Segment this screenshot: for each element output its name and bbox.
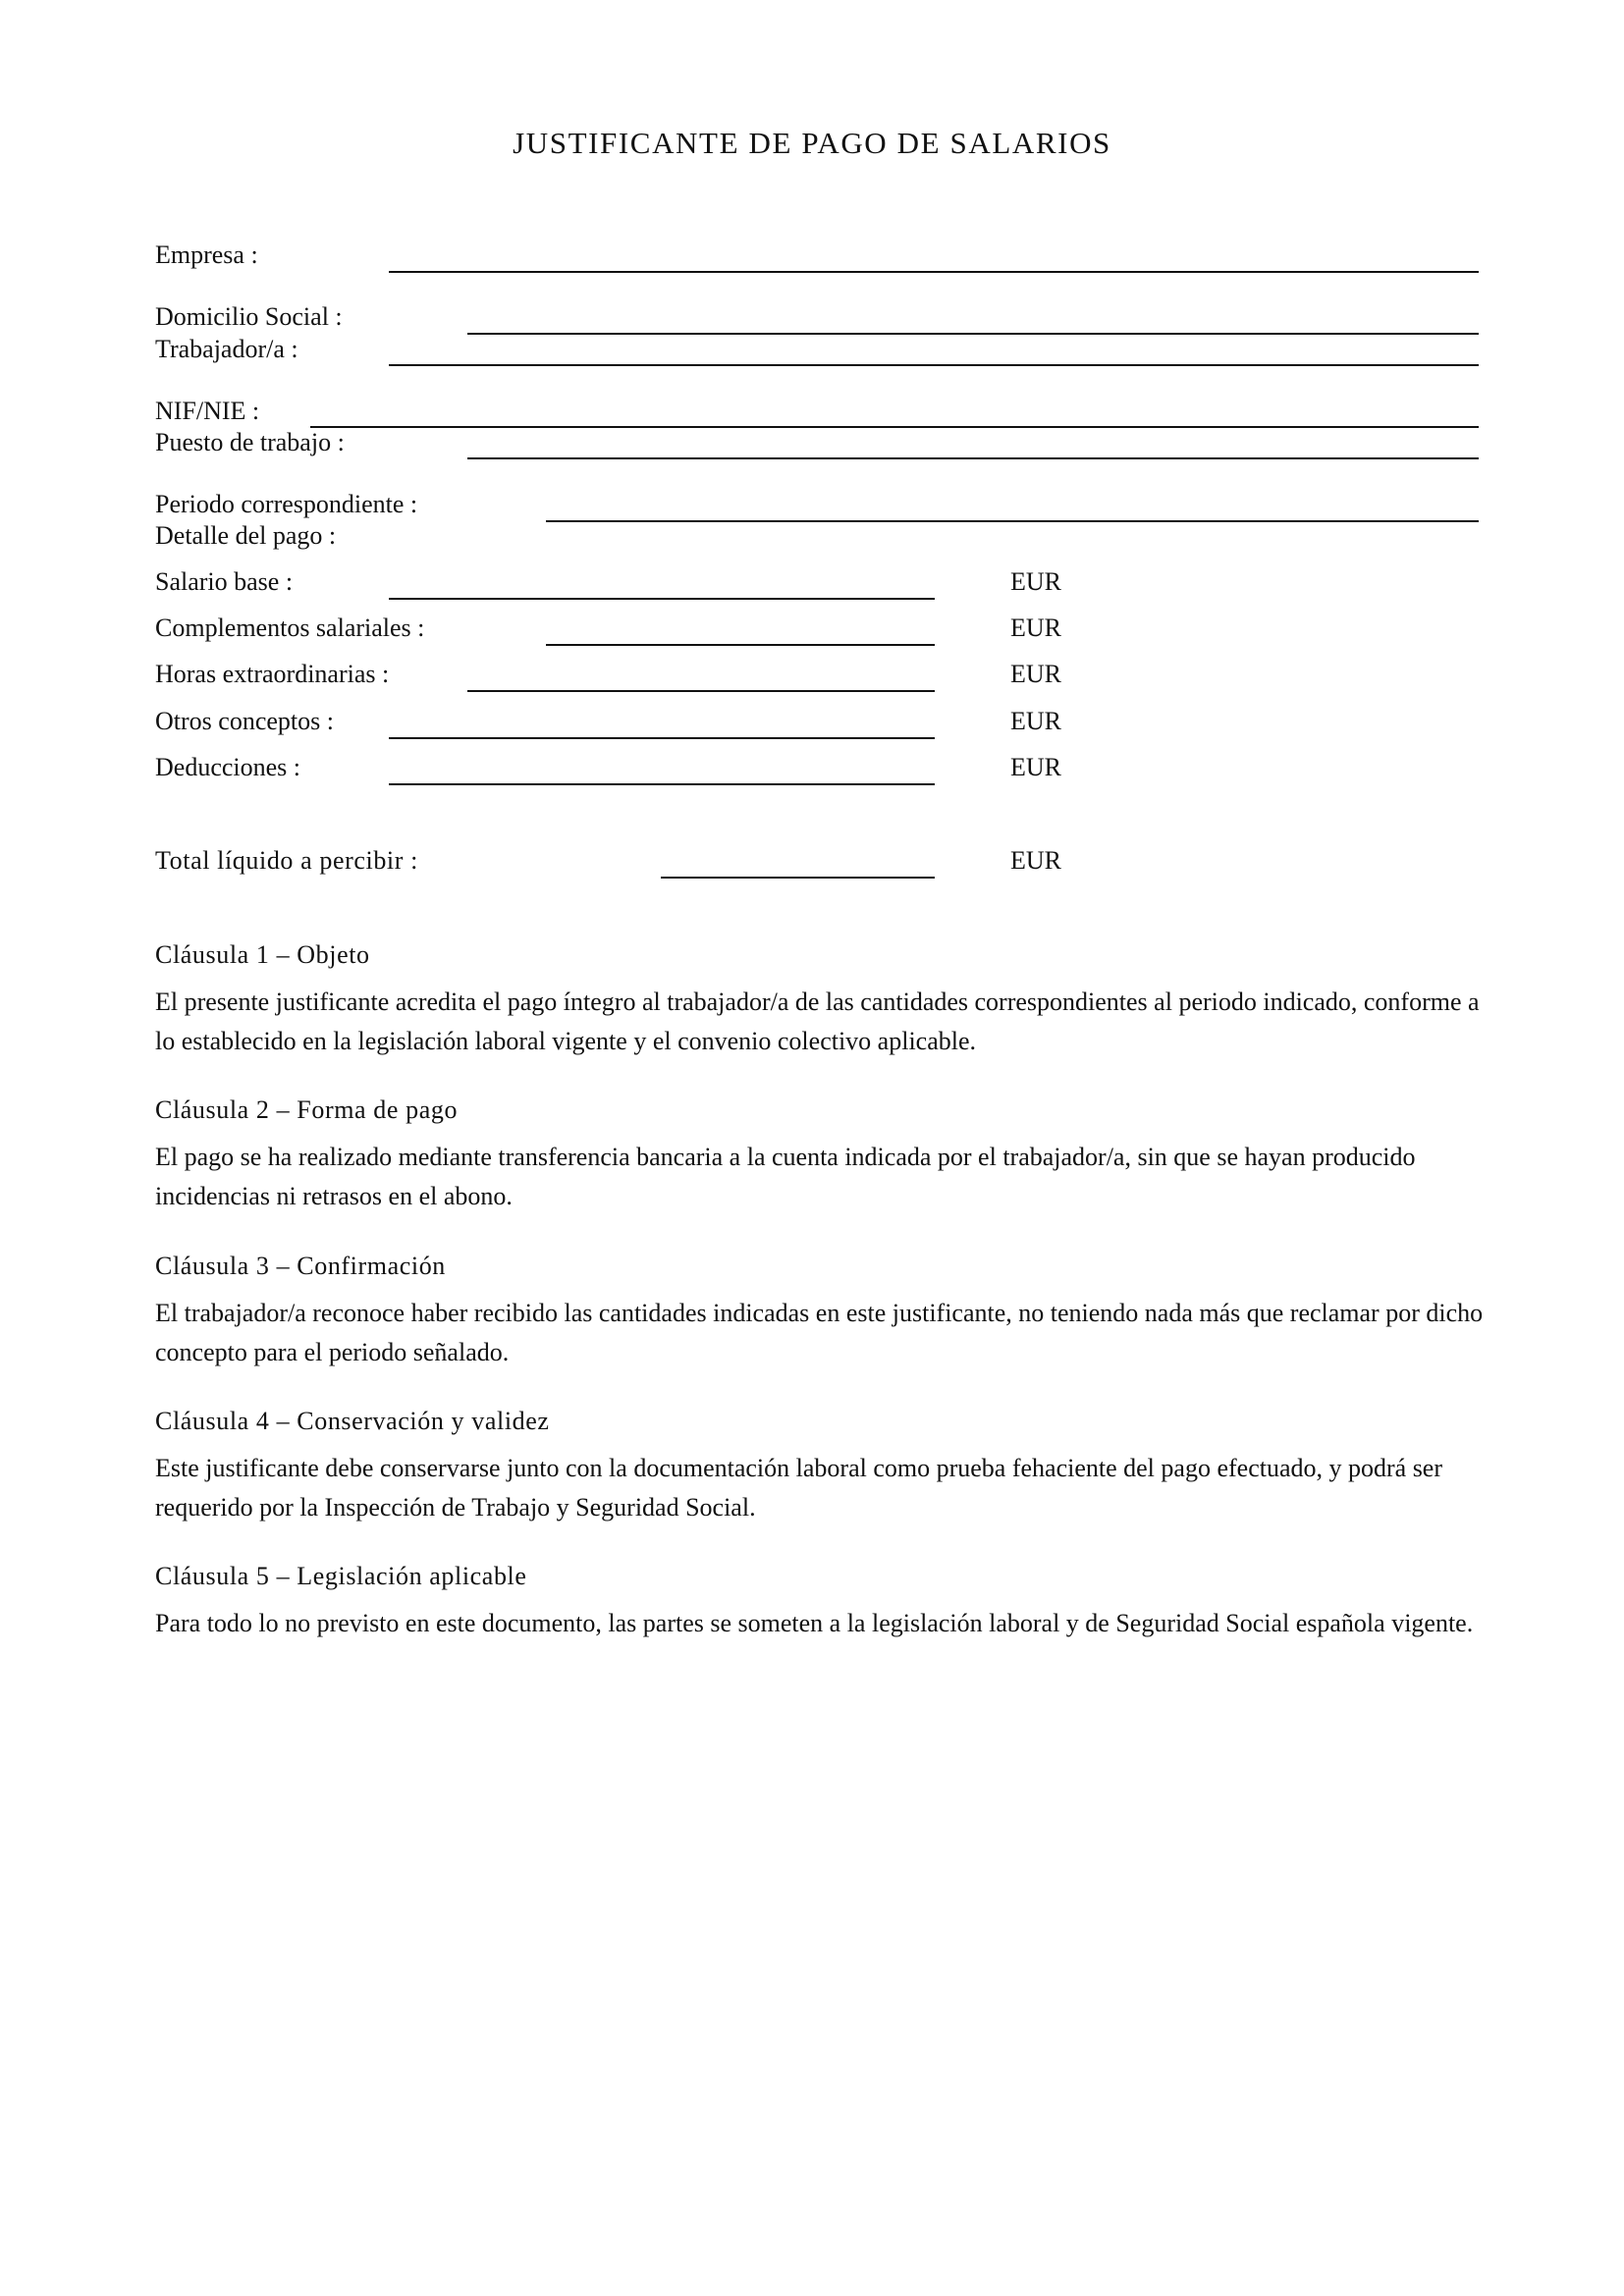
document-title: JUSTIFICANTE DE PAGO DE SALARIOS [513,126,1111,160]
label-otros-conceptos: Otros conceptos : [155,707,334,735]
clause-2-text: El pago se ha realizado mediante transferencia bancaria a la cuenta indicada por el trabajador/a, sin que se hayan producido incidencias ni retrasos en el abono. [155,1143,1416,1210]
field-total-liquido [661,877,935,879]
field-horas-extra [467,690,935,692]
clause-2-heading: Cláusula 2 – Forma de pago [155,1095,459,1124]
field-puesto [467,457,1479,459]
label-puesto: Puesto de trabajo : [155,428,345,456]
label-trabajador: Trabajador/a : [155,335,298,363]
clause-5-text: Para todo lo no previsto en este documento, las partes se someten a la legislación laboral y de Seguridad Social española vigente. [155,1609,1474,1637]
currency-total-liquido: EUR [1010,846,1061,875]
clause-4-text: Este justificante debe conservarse junto con la documentación laboral como prueba fehaciente del pago efectuado, y podrá ser requerido por la Inspección de Trabajo y Seguridad Social. [155,1454,1443,1522]
currency-deducciones: EUR [1010,753,1061,781]
currency-salario-base: EUR [1010,567,1061,596]
label-salario-base: Salario base : [155,567,294,596]
field-salario-base [389,598,935,600]
field-domicilio-social [467,333,1479,335]
label-detalle: Detalle del pago : [155,521,337,550]
label-empresa: Empresa : [155,240,258,269]
field-nif-nie [310,426,1479,428]
field-deducciones [389,783,935,785]
label-deducciones: Deducciones : [155,753,301,781]
field-complementos [546,644,935,646]
label-domicilio-social: Domicilio Social : [155,302,343,331]
clause-4-heading: Cláusula 4 – Conservación y validez [155,1407,550,1435]
clause-3-text: El trabajador/a reconoce haber recibido las cantidades indicadas en este justificante, no teniendo nada más que reclamar por dicho concepto para el periodo señalado. [155,1299,1484,1366]
label-periodo: Periodo correspondiente : [155,490,418,518]
field-trabajador [389,364,1479,366]
label-total-liquido: Total líquido a percibir : [155,846,418,875]
clause-3-heading: Cláusula 3 – Confirmación [155,1252,446,1280]
clause-5-heading: Cláusula 5 – Legislación aplicable [155,1562,527,1590]
clause-1-heading: Cláusula 1 – Objeto [155,940,370,969]
label-complementos: Complementos salariales : [155,614,425,642]
currency-horas-extra: EUR [1010,660,1061,688]
currency-complementos: EUR [1010,614,1061,642]
field-empresa [389,271,1479,273]
clause-1-text: El presente justificante acredita el pago íntegro al trabajador/a de las cantidades correspondientes al periodo indicado, conforme a lo establecido en la legislación laboral vigente y el convenio colectivo aplicable. [155,988,1480,1055]
field-otros-conceptos [389,737,935,739]
field-periodo [546,520,1479,522]
label-horas-extra: Horas extraordinarias : [155,660,390,688]
currency-otros-conceptos: EUR [1010,707,1061,735]
label-nif-nie: NIF/NIE : [155,397,260,425]
